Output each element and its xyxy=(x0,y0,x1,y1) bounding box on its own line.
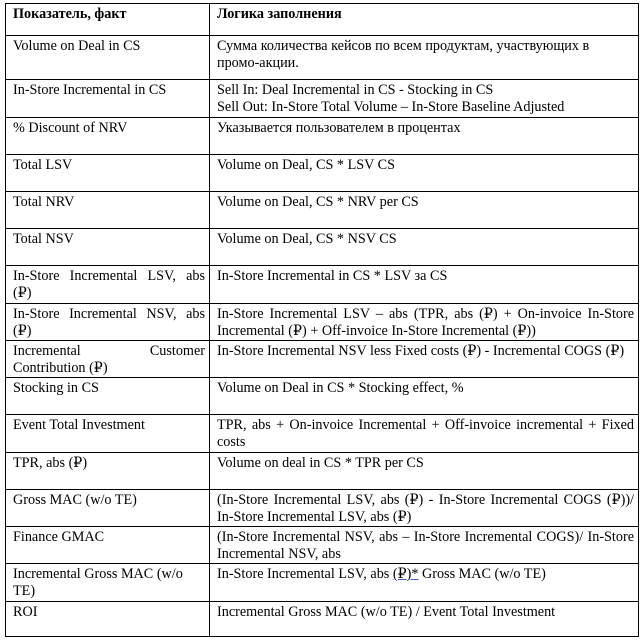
logic-cell: TPR, abs + On-invoice Incremental + Off-invoice incremental + Fixed costs xyxy=(210,415,639,453)
logic-cell: In-Store Incremental NSV less Fixed costs (₽) - Incremental COGS (₽) xyxy=(210,341,639,378)
logic-cell: Volume on Deal, CS * NRV per CS xyxy=(210,192,639,229)
table-row xyxy=(6,266,639,304)
table-row xyxy=(6,229,639,266)
metric-cell: In-Store Incremental LSV, abs (₽) xyxy=(6,266,210,304)
metric-cell: Event Total Investment xyxy=(6,415,210,453)
metric-cell: ROI xyxy=(6,602,210,637)
logic-cell: Volume on Deal, CS * NSV CS xyxy=(210,229,639,266)
logic-table xyxy=(5,3,639,637)
logic-line: Sell Out: In-Store Total Volume – In-Store Baseline Adjusted xyxy=(217,99,565,115)
table-row xyxy=(6,155,639,192)
logic-cell: Указывается пользователем в процентах xyxy=(210,118,639,155)
logic-cell: (In-Store Incremental NSV, abs – In-Store Incremental COGS)/ In-Store Incremental NSV, abs xyxy=(210,527,639,564)
logic-line: Sell In: Deal Incremental in CS - Stocking in CS xyxy=(217,82,494,98)
table-row xyxy=(6,378,639,415)
table-row xyxy=(6,564,639,602)
table-row xyxy=(6,453,639,490)
logic-cell: In-Store Incremental LSV – abs (TPR, abs (₽) + On-invoice In-Store Incremental (₽) + Off-invoice In-Store Incremental (₽)) xyxy=(210,304,639,341)
table-row xyxy=(6,490,639,527)
logic-cell: Incremental Gross MAC (w/o TE) / Event Total Investment xyxy=(210,602,639,637)
table-row xyxy=(6,36,639,80)
header-logic: Логика заполнения xyxy=(210,4,639,36)
table-row xyxy=(6,415,639,453)
table-row xyxy=(6,341,639,378)
table-header-row xyxy=(6,4,639,36)
logic-text: In-Store Incremental LSV, abs xyxy=(217,566,393,582)
header-metric: Показатель, факт xyxy=(6,4,210,36)
logic-cell: In-Store Incremental in CS * LSV за CS xyxy=(210,266,639,304)
metric-cell: Finance GMAC xyxy=(6,527,210,564)
metric-cell: Stocking in CS xyxy=(6,378,210,415)
metric-cell: % Discount of NRV xyxy=(6,118,210,155)
metric-cell: Total NSV xyxy=(6,229,210,266)
table-row xyxy=(6,527,639,564)
logic-cell: Volume on Deal, CS * LSV CS xyxy=(210,155,639,192)
table-row xyxy=(6,118,639,155)
metric-cell: In-Store Incremental NSV, abs (₽) xyxy=(6,304,210,341)
logic-cell: Сумма количества кейсов по всем продуктам, участвующих в промо-акции. xyxy=(210,36,639,80)
table-row xyxy=(6,80,639,118)
logic-cell: Volume on Deal in CS * Stocking effect, % xyxy=(210,378,639,415)
metric-cell: Volume on Deal in CS xyxy=(6,36,210,80)
logic-cell xyxy=(210,80,639,118)
metric-cell: Gross MAC (w/o TE) xyxy=(6,490,210,527)
logic-cell: (In-Store Incremental LSV, abs (₽) - In-Store Incremental COGS (₽))/ In-Store Incremental LSV, abs (₽) xyxy=(210,490,639,527)
metric-cell: Incremental Gross MAC (w/o TE) xyxy=(6,564,210,602)
metric-cell: Incremental Customer Contribution (₽) xyxy=(6,341,210,378)
logic-cell xyxy=(210,564,639,602)
logic-cell: Volume on deal in CS * TPR per CS xyxy=(210,453,639,490)
logic-text: Gross MAC (w/o TE) xyxy=(418,566,546,582)
table-row xyxy=(6,304,639,341)
table-row xyxy=(6,602,639,637)
metric-cell: TPR, abs (₽) xyxy=(6,453,210,490)
table-row xyxy=(6,192,639,229)
metric-cell: Total LSV xyxy=(6,155,210,192)
metric-cell: In-Store Incremental in CS xyxy=(6,80,210,118)
logic-text-underlined: (₽)* xyxy=(392,566,419,582)
metric-cell: Total NRV xyxy=(6,192,210,229)
